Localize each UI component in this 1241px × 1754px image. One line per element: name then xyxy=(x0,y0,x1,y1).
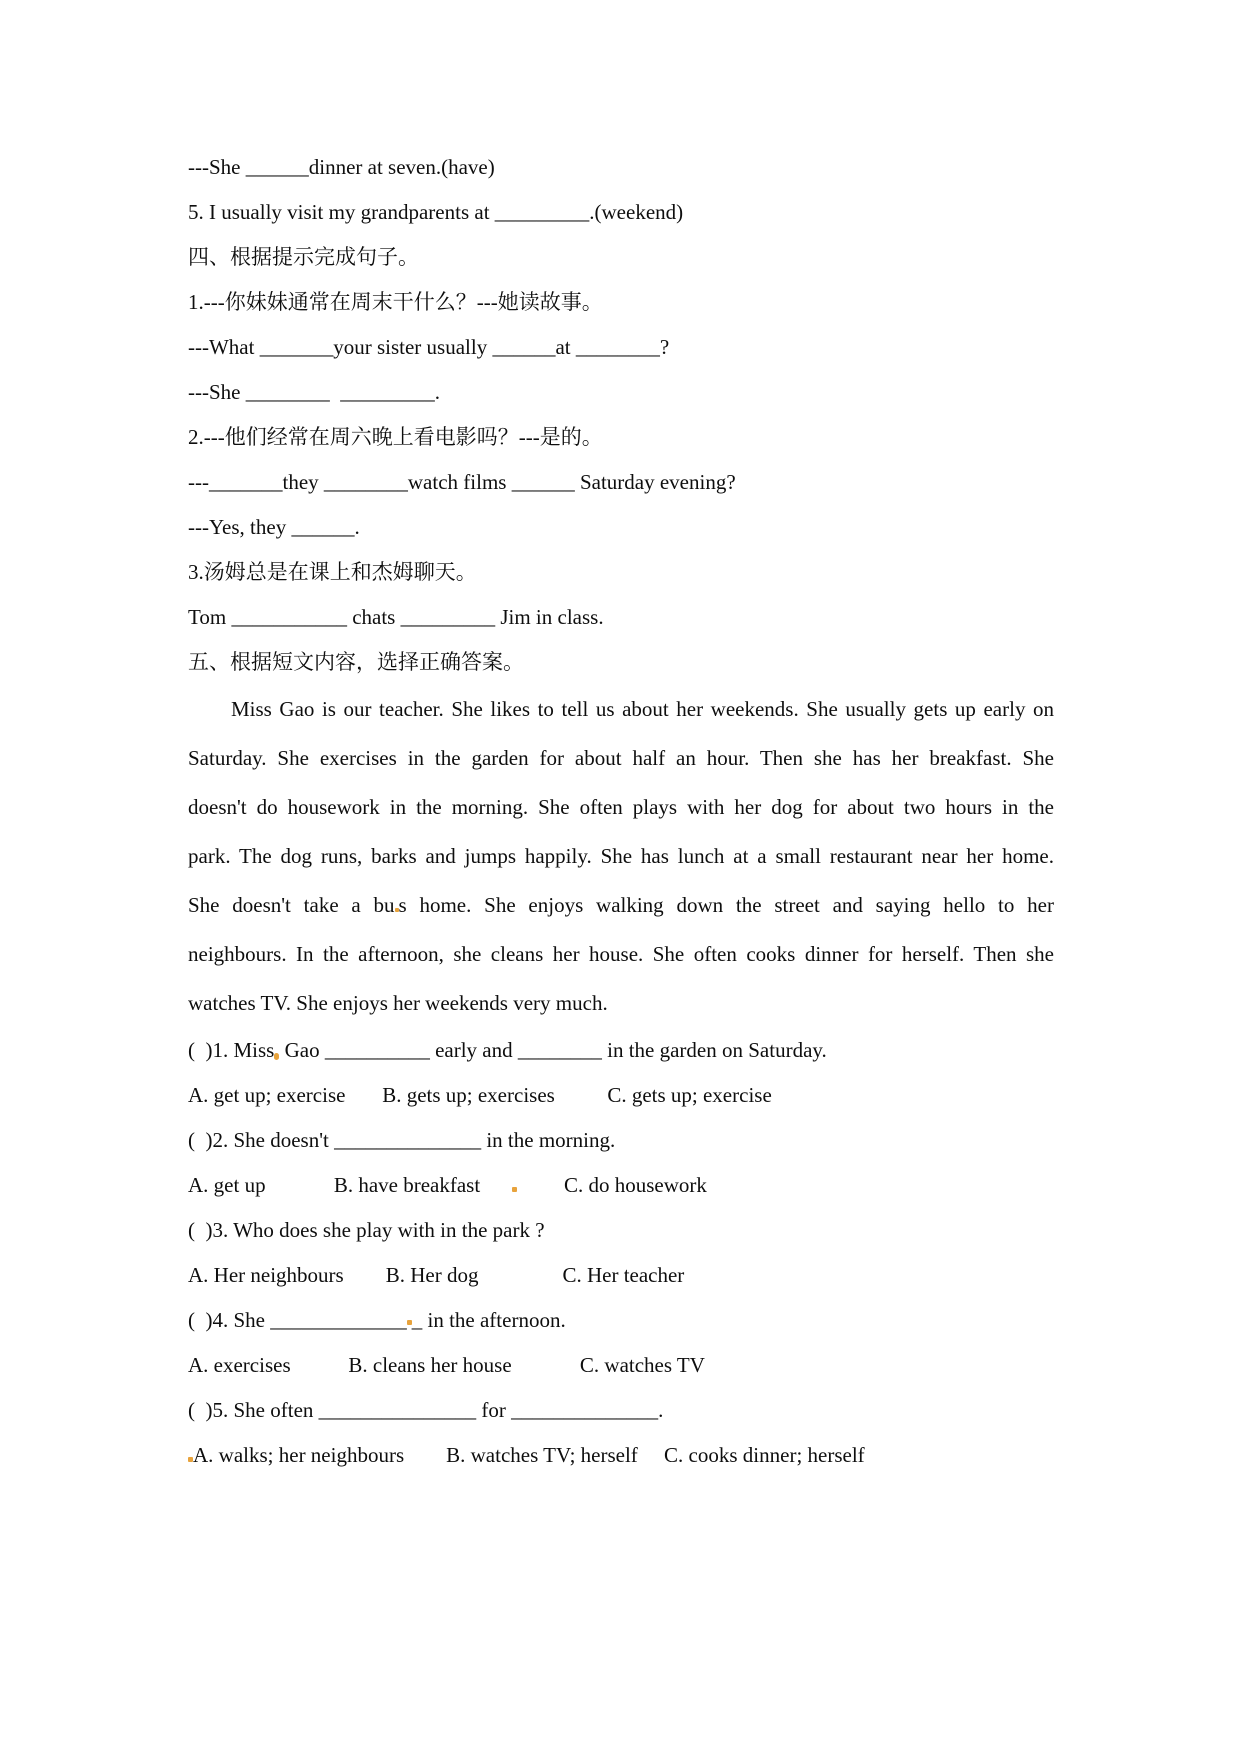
q2-options-line xyxy=(188,1163,1054,1208)
worksheet-content xyxy=(188,145,1054,1478)
passage-line-3: doesn't do housework in the morning. She often plays with her dog for about two hours in the xyxy=(188,795,1054,819)
ex4-item2-answer: ---Yes, they ______. xyxy=(188,515,360,539)
ex4-item1-question: ---What _______your sister usually ______at ________? xyxy=(188,335,670,359)
ex4-item2-chinese: 2.---他们经常在周六晚上看电影吗？---是的。 xyxy=(188,425,603,449)
q5-options-line xyxy=(188,1433,1054,1478)
q3-options-line: A. Her neighbours B. Her dog C. Her teacher xyxy=(188,1263,685,1287)
q1-options-line: A. get up; exercise B. gets up; exercises C. gets up; exercise xyxy=(188,1083,772,1107)
ex4-item1-answer: ---She ________ _________. xyxy=(188,380,440,404)
passage-line-5-before: She doesn't take a bu xyxy=(188,893,395,917)
ex5-heading: 五、根据短文内容，选择正确答案。 xyxy=(188,650,524,674)
ex3-item4-answer-line: ---She ______dinner at seven.(have) xyxy=(188,155,495,179)
reading-passage xyxy=(188,685,1054,1028)
q4-options-line: A. exercises B. cleans her house C. watches TV xyxy=(188,1353,705,1377)
passage-line-6: neighbours. In the afternoon, she cleans her house. She often cooks dinner for herself. Then she xyxy=(188,942,1054,966)
ex4-item3-answer: Tom ___________ chats _________ Jim in class. xyxy=(188,605,604,629)
passage-line-7: watches TV. She enjoys her weekends very much. xyxy=(188,991,608,1015)
q1-line xyxy=(188,1028,1054,1073)
ex4-item2-question: ---_______they ________watch films ______ Saturday evening? xyxy=(188,470,736,494)
q1-before: ( )1. Miss xyxy=(188,1038,275,1062)
ex4-item3-chinese: 3.汤姆总是在课上和杰姆聊天。 xyxy=(188,560,477,584)
passage-line-2: Saturday. She exercises in the garden for about half an hour. Then she has her breakfast. She xyxy=(188,746,1054,770)
q3-line: ( )3. Who does she play with in the park ? xyxy=(188,1218,545,1242)
q4-before: ( )4. She _____________ xyxy=(188,1308,407,1332)
q5-line: ( )5. She often _______________ for ______________. xyxy=(188,1398,664,1422)
q4-after: _ in the afternoon. xyxy=(411,1308,566,1332)
passage-line-5-after: s home. She enjoys walking down the street and saying hello to her xyxy=(398,893,1054,917)
q5-options-text: A. walks; her neighbours B. watches TV; herself C. cooks dinner; herself xyxy=(193,1443,865,1467)
q2-options-after: C. do housework xyxy=(516,1173,707,1197)
ex4-heading: 四、根据提示完成句子。 xyxy=(188,245,419,269)
ex3-item5-line: 5. I usually visit my grandparents at _________.(weekend) xyxy=(188,200,684,224)
q2-options-before: A. get up B. have breakfast xyxy=(188,1173,512,1197)
passage-line-4: park. The dog runs, barks and jumps happily. She has lunch at a small restaurant near her home. xyxy=(188,844,1054,868)
passage-line-5 xyxy=(188,881,1054,930)
ex4-item1-chinese: 1.---你妹妹通常在周末干什么？---她读故事。 xyxy=(188,290,603,314)
q2-line: ( )2. She doesn't ______________ in the morning. xyxy=(188,1128,616,1152)
q1-after: Gao __________ early and ________ in the garden on Saturday. xyxy=(279,1038,827,1062)
passage-line-1: Miss Gao is our teacher. She likes to tell us about her weekends. She usually gets up early on xyxy=(231,697,1054,721)
q4-line xyxy=(188,1298,1054,1343)
